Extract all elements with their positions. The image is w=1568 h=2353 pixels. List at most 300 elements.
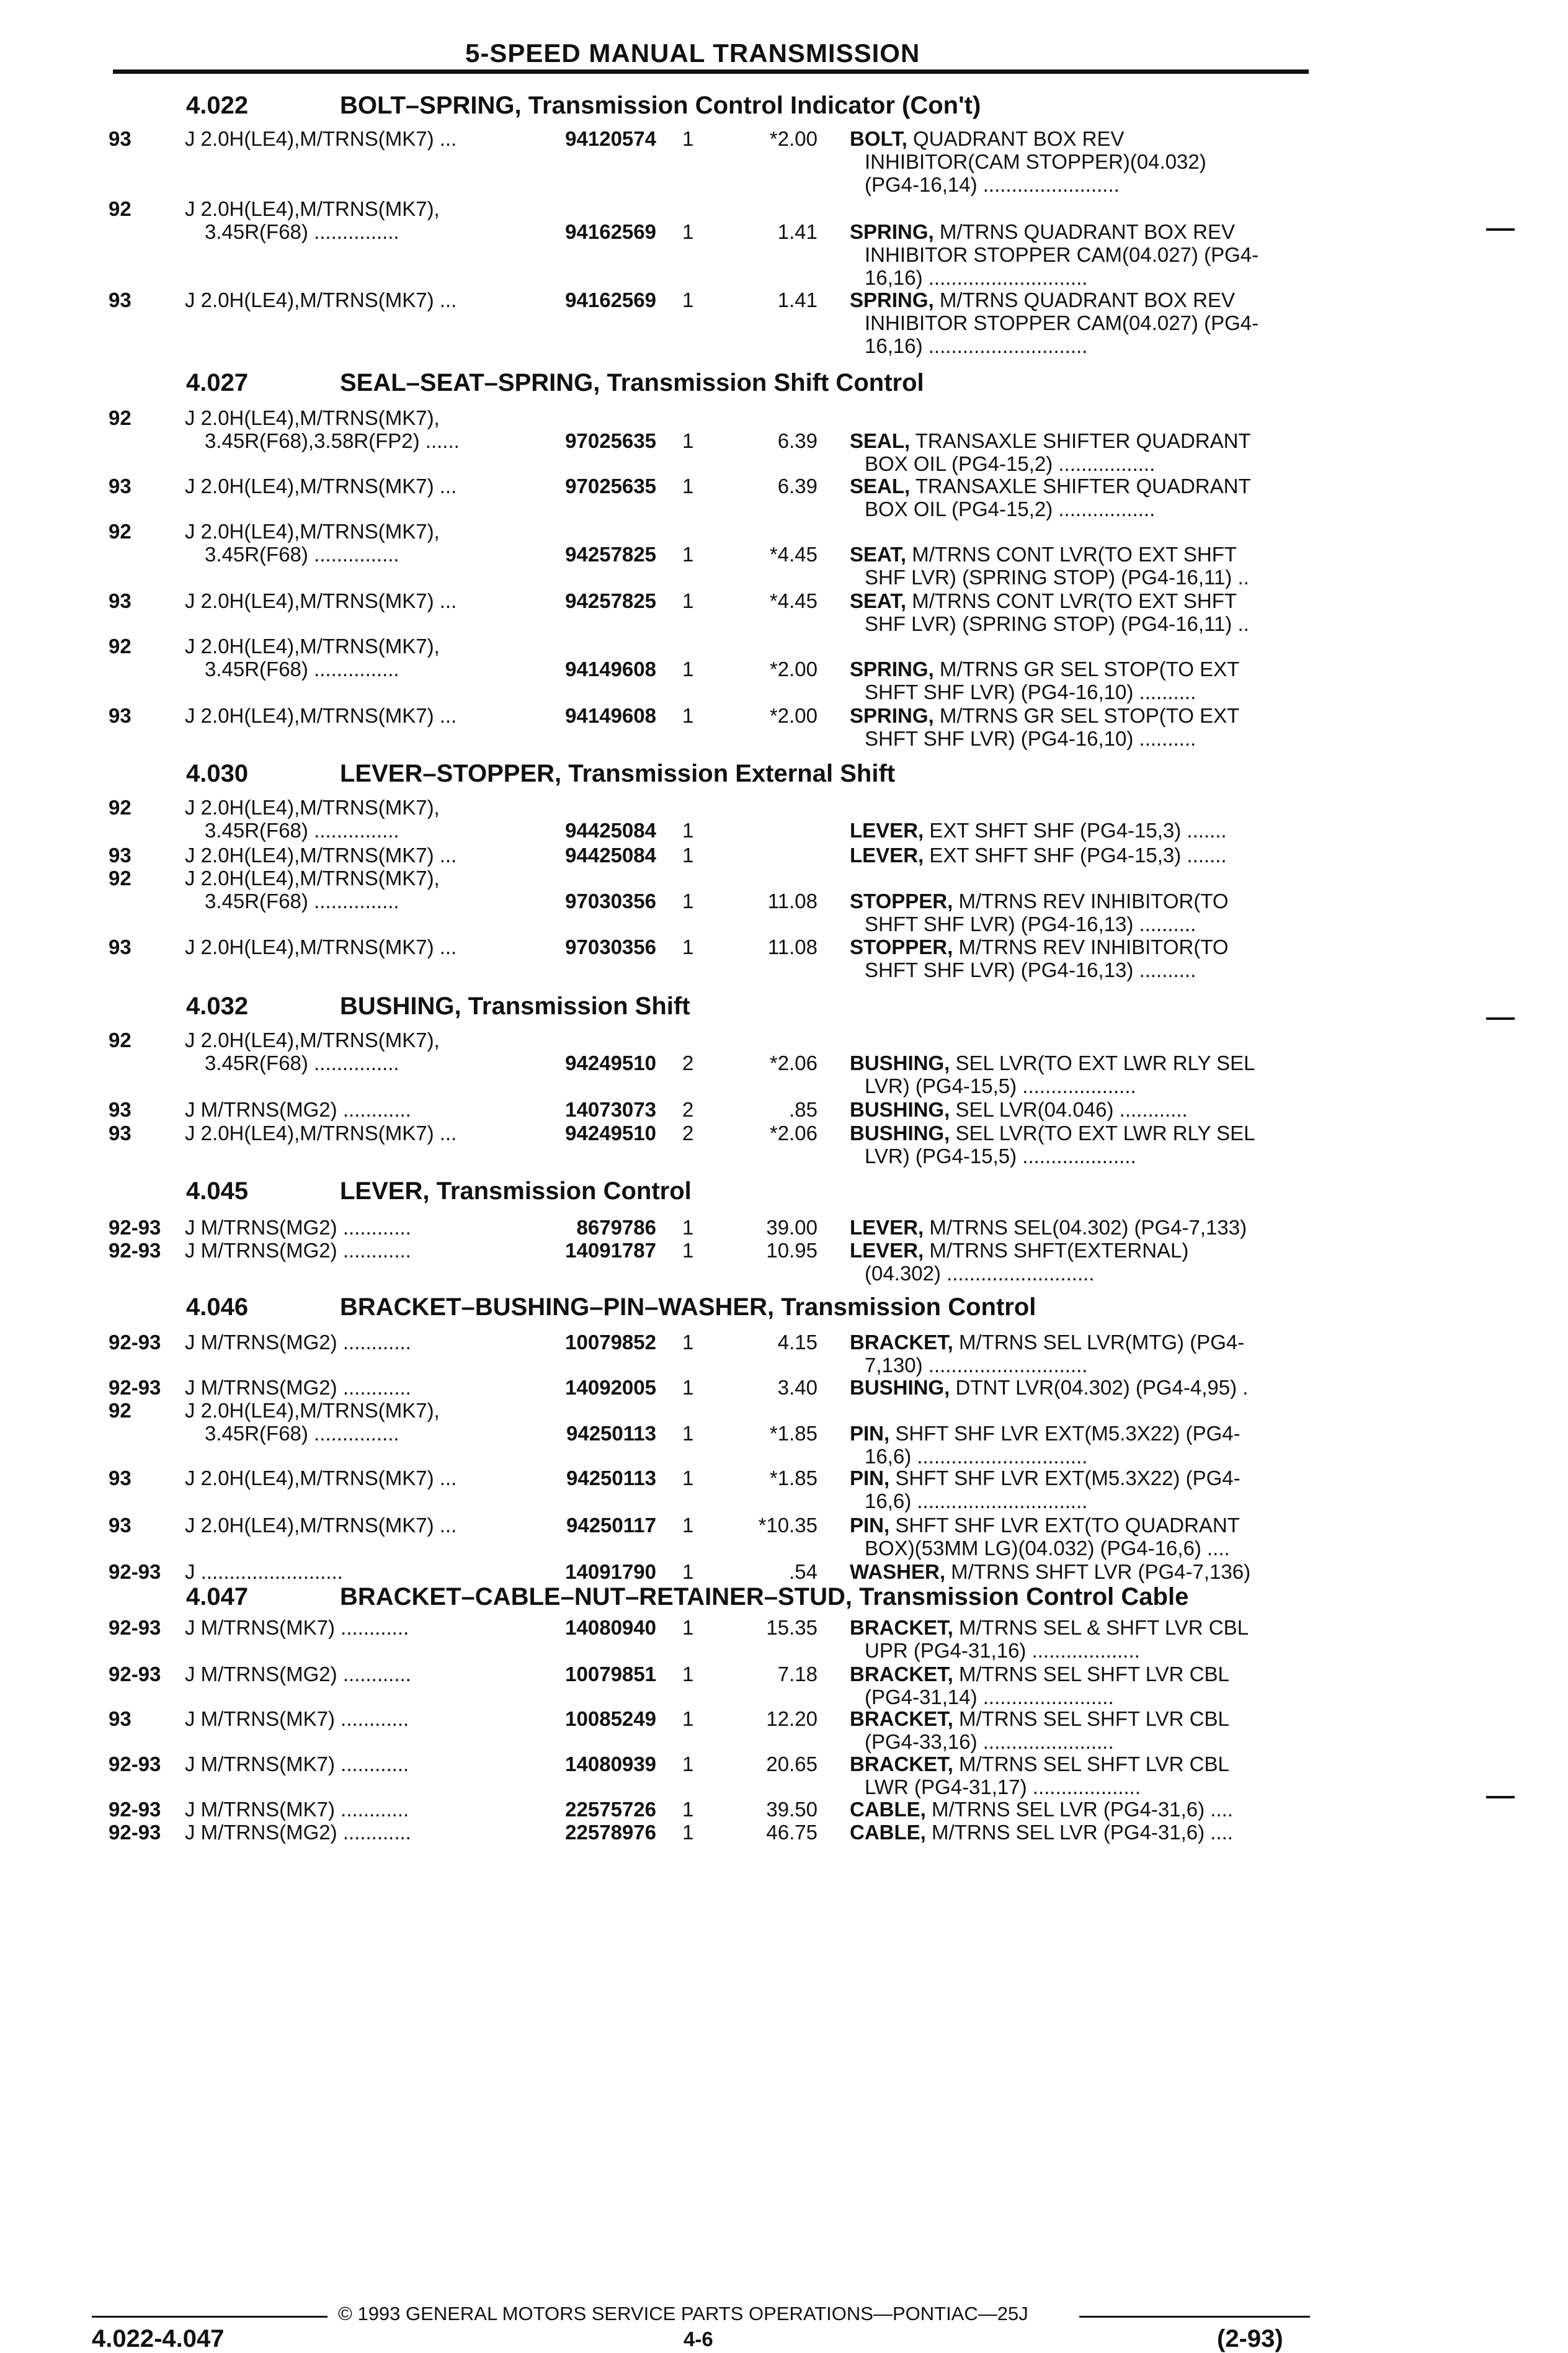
quantity: 1 bbox=[682, 127, 694, 150]
quantity: 1 bbox=[682, 844, 694, 867]
part-description bbox=[850, 1098, 1306, 1121]
part-noun: BRACKET, bbox=[850, 1331, 953, 1354]
part-noun: SPRING, bbox=[850, 288, 934, 311]
quantity: 1 bbox=[682, 1467, 694, 1489]
quantity: 2 bbox=[682, 1051, 694, 1074]
model-line: J 2.0H(LE4),M/TRNS(MK7) ... bbox=[185, 704, 457, 727]
model-applicability bbox=[185, 844, 532, 867]
margin-mark bbox=[1486, 1017, 1515, 1020]
model-year: 92-93 bbox=[109, 1616, 161, 1639]
model-applicability bbox=[185, 475, 532, 498]
part-noun: CABLE, bbox=[850, 1798, 926, 1821]
description-line: BOLT, QUADRANT BOX REV bbox=[850, 127, 1125, 150]
part-number: 94120574 bbox=[565, 127, 656, 150]
model-applicability bbox=[185, 867, 532, 913]
part-number: 97025635 bbox=[565, 429, 656, 452]
description-line: PIN, SHFT SHF LVR EXT(M5.3X22) (PG4- bbox=[850, 1422, 1241, 1445]
price: 11.08 bbox=[767, 935, 817, 958]
part-noun: PIN, bbox=[850, 1514, 890, 1537]
price: 11.08 bbox=[767, 890, 817, 913]
model-line: 3.45R(F68),3.58R(FP2) ...... bbox=[205, 429, 460, 452]
description-line: SPRING, M/TRNS GR SEL STOP(TO EXT bbox=[850, 658, 1240, 681]
description-line: (PG4-31,14) ....................... bbox=[865, 1685, 1114, 1708]
part-number: 97030356 bbox=[565, 890, 656, 913]
description-line: BOX OIL (PG4-15,2) ................. bbox=[865, 452, 1156, 475]
part-noun: SEAL, bbox=[850, 475, 911, 498]
model-year: 93 bbox=[109, 475, 131, 498]
part-number: 94162569 bbox=[565, 220, 656, 243]
part-noun: BOLT, bbox=[850, 127, 907, 150]
description-line: SHFT SHF LVR) (PG4-16,13) .......... bbox=[865, 958, 1196, 981]
model-line: J M/TRNS(MG2) ............ bbox=[185, 1239, 411, 1262]
part-description bbox=[850, 1616, 1306, 1662]
model-applicability bbox=[185, 1707, 532, 1730]
model-applicability bbox=[185, 796, 532, 842]
model-year: 92 bbox=[109, 1029, 131, 1051]
description-line: SPRING, M/TRNS QUADRANT BOX REV bbox=[850, 288, 1235, 311]
description-line: (PG4-16,14) ........................ bbox=[865, 173, 1120, 196]
part-noun: WASHER, bbox=[850, 1560, 946, 1583]
margin-mark bbox=[1486, 228, 1515, 231]
section-number: 4.047 bbox=[186, 1583, 249, 1610]
model-line: 3.45R(F68) ............... bbox=[205, 658, 399, 681]
model-line: J 2.0H(LE4),M/TRNS(MK7) ... bbox=[185, 475, 457, 498]
price: 39.00 bbox=[766, 1216, 817, 1239]
price: *2.00 bbox=[769, 704, 817, 727]
description-line: SEAL, TRANSAXLE SHIFTER QUADRANT bbox=[850, 475, 1251, 498]
quantity: 1 bbox=[682, 429, 694, 452]
model-applicability bbox=[185, 406, 532, 452]
part-description bbox=[850, 1752, 1306, 1798]
model-applicability bbox=[185, 704, 532, 727]
model-line: 3.45R(F68) ............... bbox=[205, 543, 399, 566]
quantity: 1 bbox=[682, 1616, 694, 1639]
part-noun: LEVER, bbox=[850, 844, 924, 867]
quantity: 1 bbox=[682, 1514, 694, 1537]
quantity: 1 bbox=[682, 589, 694, 612]
part-description bbox=[850, 127, 1306, 196]
price: *2.06 bbox=[769, 1051, 817, 1074]
description-line: BRACKET, M/TRNS SEL LVR(MTG) (PG4- bbox=[850, 1331, 1245, 1354]
model-applicability bbox=[185, 1821, 532, 1844]
part-description bbox=[850, 543, 1306, 589]
model-year: 92 bbox=[109, 867, 131, 890]
model-line: J M/TRNS(MG2) ............ bbox=[185, 1663, 411, 1685]
part-number: 94162569 bbox=[565, 288, 656, 311]
quantity: 1 bbox=[682, 704, 694, 727]
price: 15.35 bbox=[766, 1616, 817, 1639]
part-number: 94250113 bbox=[566, 1467, 656, 1489]
quantity: 1 bbox=[682, 1752, 694, 1775]
price: 20.65 bbox=[766, 1752, 817, 1775]
part-description bbox=[850, 1821, 1306, 1844]
part-description bbox=[850, 890, 1306, 935]
price: 12.20 bbox=[766, 1707, 817, 1730]
part-noun: BRACKET, bbox=[850, 1707, 953, 1730]
model-applicability bbox=[185, 1331, 532, 1354]
price: *4.45 bbox=[769, 589, 817, 612]
part-number: 14073073 bbox=[565, 1098, 656, 1121]
part-description bbox=[850, 1707, 1306, 1753]
model-applicability bbox=[185, 1029, 532, 1074]
description-line: SEAL, TRANSAXLE SHIFTER QUADRANT bbox=[850, 429, 1251, 452]
price: 10.95 bbox=[766, 1239, 817, 1262]
quantity: 1 bbox=[682, 1707, 694, 1730]
description-line: 16,16) ............................ bbox=[865, 334, 1088, 357]
model-year: 92-93 bbox=[109, 1331, 161, 1354]
model-line: J 2.0H(LE4),M/TRNS(MK7) ... bbox=[185, 288, 457, 311]
model-applicability bbox=[185, 197, 532, 243]
description-line: LEVER, EXT SHFT SHF (PG4-15,3) ....... bbox=[850, 819, 1227, 842]
model-line: J 2.0H(LE4),M/TRNS(MK7), bbox=[185, 1399, 440, 1422]
model-line: 3.45R(F68) ............... bbox=[205, 1422, 399, 1445]
price: 7.18 bbox=[777, 1663, 817, 1685]
model-applicability bbox=[185, 1752, 532, 1775]
model-line: J 2.0H(LE4),M/TRNS(MK7) ... bbox=[185, 1467, 457, 1489]
section-heading bbox=[186, 1293, 1036, 1321]
model-applicability bbox=[185, 635, 532, 681]
part-noun: LEVER, bbox=[850, 1216, 924, 1239]
part-noun: LEVER, bbox=[850, 1239, 924, 1262]
model-line: J M/TRNS(MK7) ............ bbox=[185, 1752, 409, 1775]
price: 4.15 bbox=[777, 1331, 817, 1354]
model-applicability bbox=[185, 1616, 532, 1639]
model-applicability bbox=[185, 1560, 532, 1583]
part-noun: STOPPER, bbox=[850, 935, 953, 958]
part-noun: BUSHING, bbox=[850, 1098, 950, 1121]
description-line: INHIBITOR STOPPER CAM(04.027) (PG4- bbox=[865, 311, 1259, 334]
section-title: BRACKET–BUSHING–PIN–WASHER, Transmission Control bbox=[340, 1293, 1036, 1321]
model-line: J M/TRNS(MK7) ............ bbox=[185, 1707, 409, 1730]
model-year: 92 bbox=[109, 520, 131, 543]
description-line: SHFT SHF LVR) (PG4-16,10) .......... bbox=[865, 727, 1196, 750]
part-number: 22575726 bbox=[565, 1798, 656, 1821]
part-number: 14091787 bbox=[565, 1239, 656, 1262]
description-line: STOPPER, M/TRNS REV INHIBITOR(TO bbox=[850, 890, 1229, 913]
model-line: J M/TRNS(MG2) ............ bbox=[185, 1821, 411, 1844]
description-line: PIN, SHFT SHF LVR EXT(TO QUADRANT bbox=[850, 1514, 1240, 1537]
description-line: (PG4-33,16) ....................... bbox=[865, 1730, 1114, 1753]
part-description bbox=[850, 475, 1306, 520]
model-applicability bbox=[185, 1376, 532, 1399]
part-description bbox=[850, 1051, 1306, 1097]
model-line: J 2.0H(LE4),M/TRNS(MK7), bbox=[185, 520, 440, 543]
model-line: J 2.0H(LE4),M/TRNS(MK7) ... bbox=[185, 1514, 457, 1537]
quantity: 1 bbox=[682, 1216, 694, 1239]
model-applicability bbox=[185, 1663, 532, 1685]
section-number: 4.032 bbox=[186, 993, 249, 1020]
model-line: J 2.0H(LE4),M/TRNS(MK7) ... bbox=[185, 844, 457, 867]
model-year: 92 bbox=[109, 406, 131, 429]
part-number: 10079851 bbox=[565, 1663, 656, 1685]
description-line: (04.302) .......................... bbox=[865, 1262, 1095, 1285]
model-line: 3.45R(F68) ............... bbox=[205, 819, 399, 842]
part-noun: PIN, bbox=[850, 1467, 890, 1489]
section-title: BOLT–SPRING, Transmission Control Indicator (Con't) bbox=[340, 92, 981, 119]
model-year: 93 bbox=[109, 1707, 131, 1730]
model-year: 93 bbox=[109, 1514, 131, 1537]
model-line: J 2.0H(LE4),M/TRNS(MK7) ... bbox=[185, 1122, 457, 1145]
model-line: J 2.0H(LE4),M/TRNS(MK7) ... bbox=[185, 935, 457, 958]
quantity: 1 bbox=[682, 1798, 694, 1821]
part-noun: BRACKET, bbox=[850, 1616, 953, 1639]
description-line: 16,6) .............................. bbox=[865, 1445, 1088, 1468]
part-noun: SEAT, bbox=[850, 589, 907, 612]
section-number: 4.027 bbox=[186, 369, 249, 396]
part-description bbox=[850, 658, 1306, 703]
quantity: 1 bbox=[682, 819, 694, 842]
description-line: PIN, SHFT SHF LVR EXT(M5.3X22) (PG4- bbox=[850, 1467, 1241, 1489]
quantity: 1 bbox=[682, 1376, 694, 1399]
model-applicability bbox=[185, 1798, 532, 1821]
price: .54 bbox=[789, 1560, 817, 1583]
price: 6.39 bbox=[777, 429, 817, 452]
description-line: SPRING, M/TRNS QUADRANT BOX REV bbox=[850, 220, 1235, 243]
part-number: 94249510 bbox=[565, 1122, 656, 1145]
model-year: 92-93 bbox=[109, 1216, 161, 1239]
quantity: 1 bbox=[682, 658, 694, 681]
part-number: 14080940 bbox=[565, 1616, 656, 1639]
description-line: LEVER, EXT SHFT SHF (PG4-15,3) ....... bbox=[850, 844, 1227, 867]
price: *1.85 bbox=[769, 1422, 817, 1445]
model-year: 92-93 bbox=[109, 1821, 161, 1844]
part-number: 8679786 bbox=[576, 1216, 656, 1239]
description-line: CABLE, M/TRNS SEL LVR (PG4-31,6) .... bbox=[850, 1798, 1233, 1821]
model-applicability bbox=[185, 1122, 532, 1145]
part-number: 94250113 bbox=[566, 1422, 656, 1445]
part-number: 97030356 bbox=[565, 935, 656, 958]
section-number: 4.045 bbox=[186, 1177, 249, 1205]
description-line: BOX)(53MM LG)(04.032) (PG4-16,6) .... bbox=[865, 1537, 1230, 1560]
model-year: 93 bbox=[109, 127, 131, 150]
part-number: 97025635 bbox=[565, 475, 656, 498]
description-line: BRACKET, M/TRNS SEL SHFT LVR CBL bbox=[850, 1707, 1229, 1730]
description-line: 16,16) ............................ bbox=[865, 266, 1088, 289]
part-description bbox=[850, 1467, 1306, 1512]
quantity: 1 bbox=[682, 1821, 694, 1844]
price: *4.45 bbox=[769, 543, 817, 566]
part-noun: SEAT, bbox=[850, 543, 907, 566]
model-year: 92 bbox=[109, 635, 131, 658]
header-rule bbox=[113, 69, 1309, 74]
model-year: 93 bbox=[109, 935, 131, 958]
model-line: J M/TRNS(MG2) ............ bbox=[185, 1216, 411, 1239]
model-year: 93 bbox=[109, 844, 131, 867]
part-noun: BUSHING, bbox=[850, 1376, 950, 1399]
model-applicability bbox=[185, 589, 532, 612]
model-applicability bbox=[185, 1098, 532, 1121]
description-line: LVR) (PG4-15,5) .................... bbox=[865, 1145, 1136, 1168]
model-applicability bbox=[185, 520, 532, 566]
part-description bbox=[850, 429, 1306, 475]
section-title: BUSHING, Transmission Shift bbox=[340, 993, 690, 1020]
model-year: 93 bbox=[109, 704, 131, 727]
part-number: 94257825 bbox=[565, 589, 656, 612]
model-applicability bbox=[185, 1399, 532, 1445]
part-number: 94149608 bbox=[565, 658, 656, 681]
model-year: 92-93 bbox=[109, 1752, 161, 1775]
model-line: J M/TRNS(MK7) ............ bbox=[185, 1798, 409, 1821]
description-line: LWR (PG4-31,17) ................... bbox=[865, 1775, 1141, 1798]
part-description bbox=[850, 220, 1306, 289]
part-number: 14092005 bbox=[565, 1376, 656, 1399]
description-line: SHFT SHF LVR) (PG4-16,13) .......... bbox=[865, 913, 1196, 935]
description-line: 7,130) ............................ bbox=[865, 1354, 1088, 1377]
price: 1.41 bbox=[777, 220, 817, 243]
model-line: 3.45R(F68) ............... bbox=[205, 890, 399, 913]
description-line: BRACKET, M/TRNS SEL & SHFT LVR CBL bbox=[850, 1616, 1249, 1639]
part-description bbox=[850, 1422, 1306, 1468]
part-description bbox=[850, 1122, 1306, 1168]
model-line: J M/TRNS(MG2) ............ bbox=[185, 1331, 411, 1354]
description-line: SHFT SHF LVR) (PG4-16,10) .......... bbox=[865, 681, 1196, 703]
part-number: 94249510 bbox=[565, 1051, 656, 1074]
model-year: 93 bbox=[109, 1098, 131, 1121]
part-noun: SEAL, bbox=[850, 429, 911, 452]
model-year: 93 bbox=[109, 288, 131, 311]
model-line: 3.45R(F68) ............... bbox=[205, 220, 399, 243]
model-line: J 2.0H(LE4),M/TRNS(MK7) ... bbox=[185, 127, 457, 150]
description-line: STOPPER, M/TRNS REV INHIBITOR(TO bbox=[850, 935, 1229, 958]
part-noun: CABLE, bbox=[850, 1821, 926, 1844]
model-line: J 2.0H(LE4),M/TRNS(MK7), bbox=[185, 867, 440, 890]
description-line: INHIBITOR STOPPER CAM(04.027) (PG4- bbox=[865, 243, 1259, 266]
part-number: 10079852 bbox=[565, 1331, 656, 1354]
footer-rule-left bbox=[92, 2316, 327, 2318]
description-line: BUSHING, DTNT LVR(04.302) (PG4-4,95) . bbox=[850, 1376, 1249, 1399]
part-noun: SPRING, bbox=[850, 658, 934, 681]
model-line: J 2.0H(LE4),M/TRNS(MK7), bbox=[185, 796, 440, 819]
model-applicability bbox=[185, 127, 532, 150]
part-number: 14080939 bbox=[565, 1752, 656, 1775]
model-line: 3.45R(F68) ............... bbox=[205, 1051, 399, 1074]
model-year: 92-93 bbox=[109, 1798, 161, 1821]
price: *2.00 bbox=[769, 658, 817, 681]
model-applicability bbox=[185, 1514, 532, 1537]
quantity: 1 bbox=[682, 543, 694, 566]
description-line: LEVER, M/TRNS SHFT(EXTERNAL) bbox=[850, 1239, 1189, 1262]
section-title: LEVER–STOPPER, Transmission External Shift bbox=[340, 760, 896, 787]
quantity: 1 bbox=[682, 220, 694, 243]
part-description bbox=[850, 1239, 1306, 1285]
model-year: 93 bbox=[109, 1467, 131, 1489]
model-year: 92-93 bbox=[109, 1239, 161, 1262]
part-number: 94425084 bbox=[565, 844, 656, 867]
part-number: 10085249 bbox=[565, 1707, 656, 1730]
section-number: 4.030 bbox=[186, 760, 249, 787]
price: *10.35 bbox=[758, 1514, 817, 1537]
quantity: 2 bbox=[682, 1098, 694, 1121]
part-description bbox=[850, 1663, 1306, 1708]
quantity: 1 bbox=[682, 1560, 694, 1583]
model-year: 92 bbox=[109, 1399, 131, 1422]
price: *2.00 bbox=[769, 127, 817, 150]
quantity: 1 bbox=[682, 1239, 694, 1262]
model-line: J ......................... bbox=[185, 1560, 343, 1583]
part-noun: BUSHING, bbox=[850, 1051, 950, 1074]
part-description bbox=[850, 819, 1306, 842]
part-noun: BRACKET, bbox=[850, 1752, 953, 1775]
model-line: J 2.0H(LE4),M/TRNS(MK7), bbox=[185, 1029, 440, 1051]
description-line: SHF LVR) (SPRING STOP) (PG4-16,11) .. bbox=[865, 566, 1249, 589]
quantity: 1 bbox=[682, 475, 694, 498]
description-line: WASHER, M/TRNS SHFT LVR (PG4-7,136) bbox=[850, 1560, 1251, 1583]
price: *2.06 bbox=[769, 1122, 817, 1145]
footer-revision-date: (2-93) bbox=[1217, 2325, 1283, 2352]
description-line: BUSHING, SEL LVR(TO EXT LWR RLY SEL bbox=[850, 1051, 1255, 1074]
quantity: 2 bbox=[682, 1122, 694, 1145]
part-noun: SPRING, bbox=[850, 220, 934, 243]
quantity: 1 bbox=[682, 1331, 694, 1354]
price: .85 bbox=[789, 1098, 817, 1121]
quantity: 1 bbox=[682, 890, 694, 913]
section-number: 4.046 bbox=[186, 1293, 249, 1321]
part-noun: BUSHING, bbox=[850, 1122, 950, 1145]
model-year: 92 bbox=[109, 796, 131, 819]
price: 39.50 bbox=[766, 1798, 817, 1821]
description-line: BUSHING, SEL LVR(TO EXT LWR RLY SEL bbox=[850, 1122, 1255, 1145]
description-line: INHIBITOR(CAM STOPPER)(04.032) bbox=[865, 150, 1206, 173]
part-number: 94149608 bbox=[565, 704, 656, 727]
price: 46.75 bbox=[766, 1821, 817, 1844]
description-line: SHF LVR) (SPRING STOP) (PG4-16,11) .. bbox=[865, 612, 1249, 635]
part-noun: STOPPER, bbox=[850, 890, 953, 913]
part-number: 94425084 bbox=[565, 819, 656, 842]
quantity: 1 bbox=[682, 1422, 694, 1445]
part-noun: BRACKET, bbox=[850, 1663, 953, 1685]
footer-section-range: 4.022-4.047 bbox=[92, 2325, 225, 2352]
part-description bbox=[850, 1376, 1306, 1399]
price: *1.85 bbox=[769, 1467, 817, 1489]
section-title: BRACKET–CABLE–NUT–RETAINER–STUD, Transmission Control Cable bbox=[340, 1583, 1189, 1610]
description-line: BRACKET, M/TRNS SEL SHFT LVR CBL bbox=[850, 1752, 1229, 1775]
description-line: SEAT, M/TRNS CONT LVR(TO EXT SHFT bbox=[850, 543, 1237, 566]
part-noun: PIN, bbox=[850, 1422, 890, 1445]
section-title: SEAL–SEAT–SPRING, Transmission Shift Control bbox=[340, 369, 924, 396]
section-heading bbox=[186, 760, 895, 788]
footer-page-number: 4-6 bbox=[684, 2328, 713, 2351]
part-description bbox=[850, 288, 1306, 357]
model-year: 92-93 bbox=[109, 1560, 161, 1583]
price: 6.39 bbox=[777, 475, 817, 498]
quantity: 1 bbox=[682, 935, 694, 958]
model-year: 93 bbox=[109, 1122, 131, 1145]
model-line: J 2.0H(LE4),M/TRNS(MK7) ... bbox=[185, 589, 457, 612]
description-line: BOX OIL (PG4-15,2) ................. bbox=[865, 498, 1156, 520]
description-line: BUSHING, SEL LVR(04.046) ............ bbox=[850, 1098, 1188, 1121]
part-description bbox=[850, 1331, 1306, 1377]
description-line: SPRING, M/TRNS GR SEL STOP(TO EXT bbox=[850, 704, 1240, 727]
margin-mark bbox=[1486, 1796, 1515, 1798]
model-line: J 2.0H(LE4),M/TRNS(MK7), bbox=[185, 197, 440, 220]
model-year: 92-93 bbox=[109, 1663, 161, 1685]
description-line: CABLE, M/TRNS SEL LVR (PG4-31,6) .... bbox=[850, 1821, 1233, 1844]
part-description bbox=[850, 844, 1306, 867]
model-year: 92 bbox=[109, 197, 131, 220]
description-line: BRACKET, M/TRNS SEL SHFT LVR CBL bbox=[850, 1663, 1229, 1685]
part-number: 22578976 bbox=[565, 1821, 656, 1844]
part-description bbox=[850, 1514, 1306, 1560]
model-line: J M/TRNS(MG2) ............ bbox=[185, 1376, 411, 1399]
description-line: LVR) (PG4-15,5) .................... bbox=[865, 1074, 1136, 1097]
part-noun: SPRING, bbox=[850, 704, 934, 727]
model-applicability bbox=[185, 288, 532, 311]
model-applicability bbox=[185, 1239, 532, 1262]
quantity: 1 bbox=[682, 288, 694, 311]
description-line: LEVER, M/TRNS SEL(04.302) (PG4-7,133) bbox=[850, 1216, 1247, 1239]
part-number: 94257825 bbox=[565, 543, 656, 566]
price: 3.40 bbox=[777, 1376, 817, 1399]
